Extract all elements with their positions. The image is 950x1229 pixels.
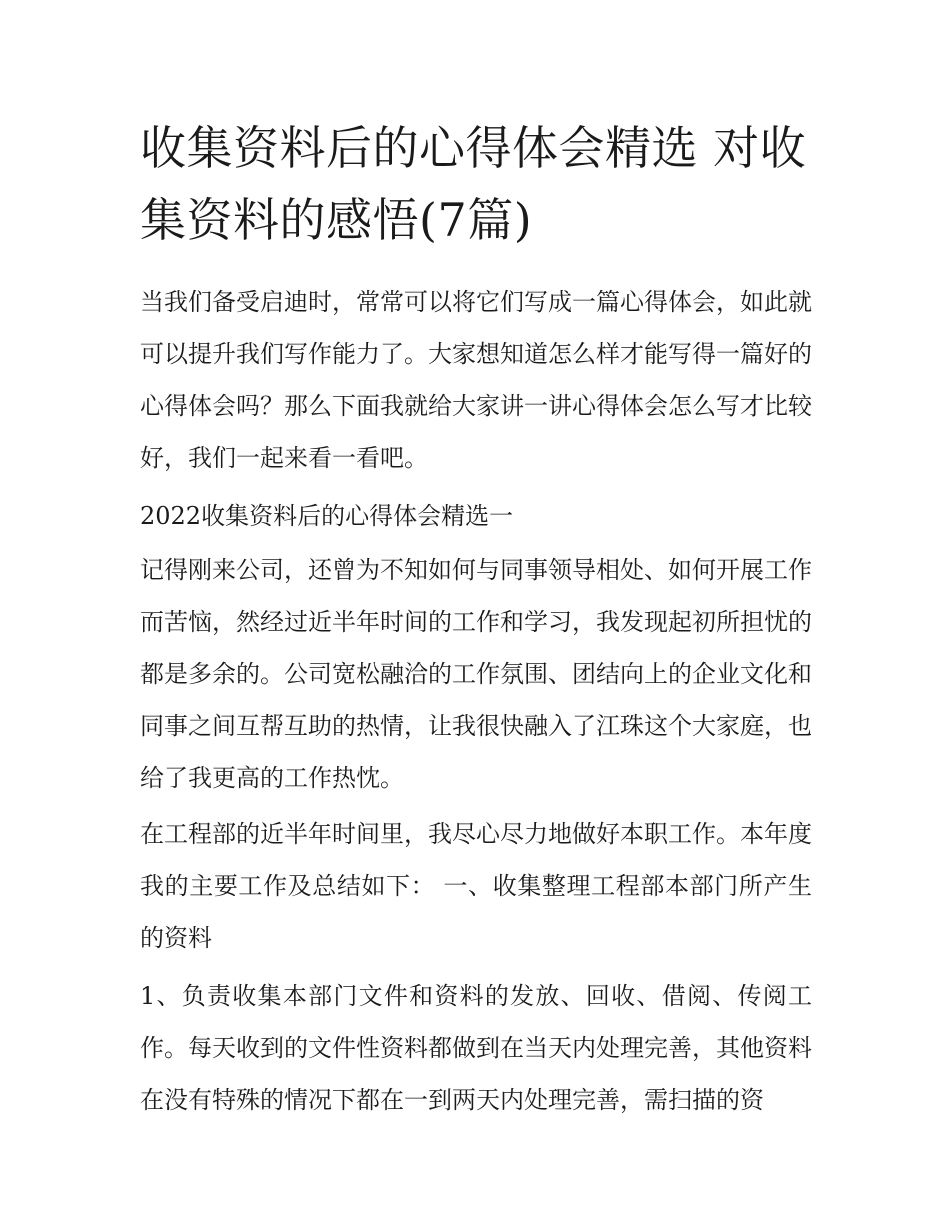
section-heading: 2022收集资料后的心得体会精选一 xyxy=(140,502,514,530)
document-title: 收集资料后的心得体会精选 对收集资料的感悟(7篇) xyxy=(140,121,807,247)
body-paragraph: 记得刚来公司，还曾为不知如何与同事领导相处、如何开展工作而苦恼，然经过近半年时间的工作和学习，我发现起初所担忧的都是多余的。公司宽松融洽的工作氛围、团结向上的企业文化和同事之间互帮互助的热情，让我很快融入了江珠这个大家庭，也给了我更高的工作热忱。 xyxy=(140,556,812,792)
body-paragraph: 在工程部的近半年时间里，我尽心尽力地做好本职工作。本年度我的主要工作及总结如下： 一、收集整理工程部本部门所产生的资料 xyxy=(140,820,812,952)
body-paragraph: 1、负责收集本部门文件和资料的发放、回收、借阅、传阅工作。每天收到的文件性资料都做到在当天内处理完善，其他资料在没有特殊的情况下都在一到两天内处理完善，需扫描的资 xyxy=(140,982,812,1114)
intro-paragraph: 当我们备受启迪时，常常可以将它们写成一篇心得体会，如此就可以提升我们写作能力了。大家想知道怎么样才能写得一篇好的心得体会吗？那么下面我就给大家讲一讲心得体会怎么写才比较好，我们一起来看一看吧。 xyxy=(140,288,812,472)
document-page xyxy=(140,112,812,1126)
